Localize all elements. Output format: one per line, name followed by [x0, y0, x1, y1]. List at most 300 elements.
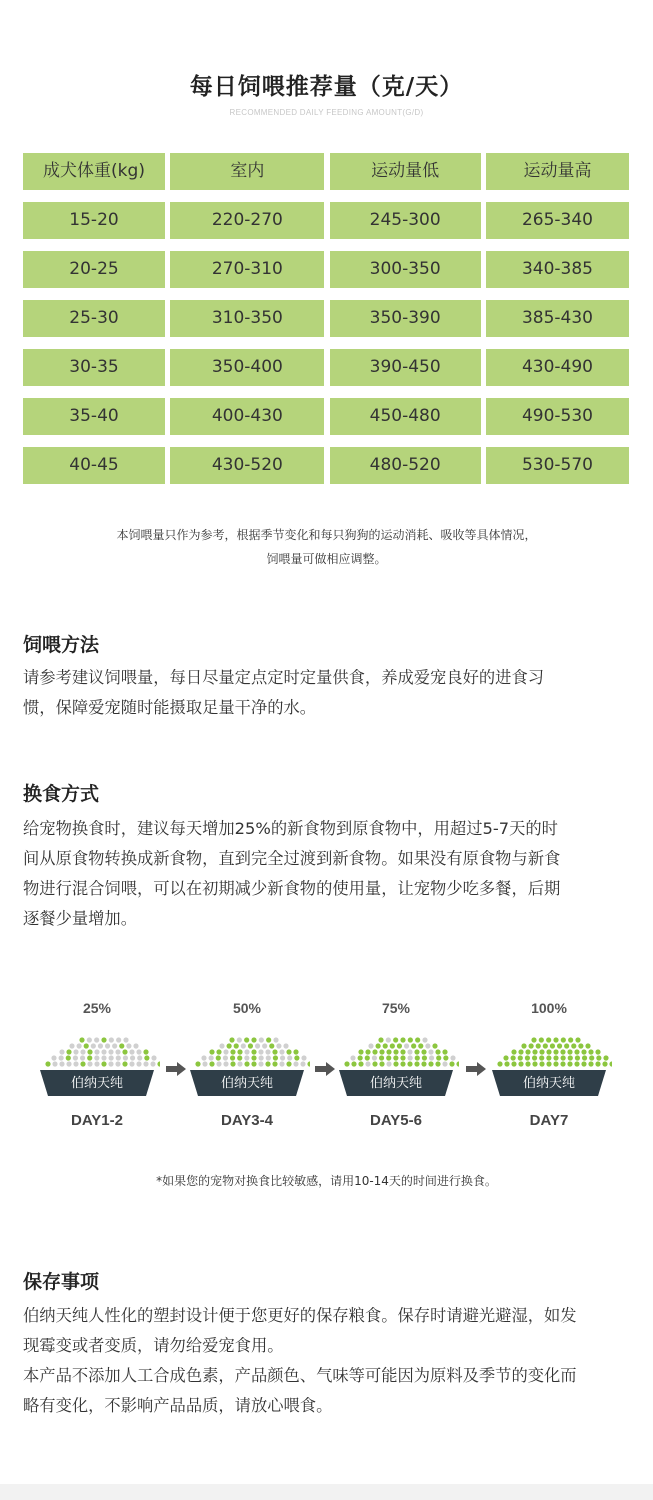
kibble-old — [136, 1049, 141, 1054]
kibble-old — [259, 1037, 264, 1042]
feeding-note — [40, 523, 613, 571]
kibble-old — [408, 1055, 413, 1060]
kibble-new — [578, 1043, 583, 1048]
kibble-new — [244, 1061, 249, 1066]
kibble-old — [73, 1061, 78, 1066]
kibble-new — [307, 1061, 310, 1066]
kibble-old — [69, 1043, 74, 1048]
kibble-new — [234, 1043, 239, 1048]
kibble-new — [273, 1055, 278, 1060]
kibble-new — [543, 1043, 548, 1048]
kibble-old — [279, 1061, 284, 1066]
kibble-new — [575, 1037, 580, 1042]
cell-low-activity: 450-480 — [330, 398, 481, 435]
kibble-new — [386, 1055, 391, 1060]
kibble-new — [122, 1049, 127, 1054]
feeding-title: 每日饲喂推荐量（克/天） — [189, 74, 464, 100]
kibble-old — [237, 1037, 242, 1042]
kibble-old — [266, 1055, 271, 1060]
kibble-old — [109, 1055, 114, 1060]
kibble-old — [66, 1061, 71, 1066]
kibble-new — [79, 1037, 84, 1042]
kibble-new — [365, 1049, 370, 1054]
cell-high-activity: 340-385 — [486, 251, 629, 288]
kibble-new — [503, 1055, 508, 1060]
kibble-old — [116, 1037, 121, 1042]
kibble-old — [301, 1055, 306, 1060]
kibble-new — [144, 1055, 149, 1060]
kibble-old — [223, 1055, 228, 1060]
kibble-new — [432, 1043, 437, 1048]
kibble-old — [280, 1055, 285, 1060]
cell-low-activity: 245-300 — [330, 202, 481, 239]
food-bowl-icon — [486, 1028, 612, 1096]
kibble-new — [293, 1049, 298, 1054]
switch-line1: 给宠物换食时，建议每天增加25%的新食物到原食物中，用超过5-7天的时 — [23, 819, 558, 838]
kibble-new — [428, 1061, 433, 1066]
kibble-new — [582, 1055, 587, 1060]
storage-text — [23, 1301, 635, 1421]
kibble-new — [504, 1061, 509, 1066]
kibble-new — [379, 1055, 384, 1060]
kibble-new — [525, 1049, 530, 1054]
kibble-old — [386, 1061, 391, 1066]
kibble-new — [532, 1061, 537, 1066]
step-percent: 100% — [531, 1000, 567, 1016]
step-day-label: DAY1-2 — [71, 1112, 123, 1129]
kibble-old — [73, 1049, 78, 1054]
kibble-new — [546, 1037, 551, 1042]
kibble-new — [553, 1061, 558, 1066]
kibble-new — [216, 1049, 221, 1054]
kibble-new — [400, 1055, 405, 1060]
method-line1: 请参考建议饲喂量，每日尽量定点定时定量供食，养成爱宠良好的进食习 — [23, 668, 545, 687]
kibble-new — [230, 1055, 235, 1060]
kibble-new — [421, 1061, 426, 1066]
kibble-old — [115, 1061, 120, 1066]
cell-indoor: 350-400 — [170, 349, 324, 386]
kibble-new — [609, 1061, 612, 1066]
switch-step-3 — [333, 996, 459, 1129]
storage-line2: 现霉变或者变质，请勿给爱宠食用。 — [23, 1336, 284, 1355]
cell-high-activity: 530-570 — [486, 447, 629, 484]
cell-weight: 30-35 — [23, 349, 165, 386]
kibble-new — [571, 1043, 576, 1048]
kibble-new — [157, 1061, 160, 1066]
kibble-new — [588, 1049, 593, 1054]
kibble-new — [589, 1055, 594, 1060]
kibble-old — [105, 1043, 110, 1048]
cell-high-activity: 490-530 — [486, 398, 629, 435]
kibble-new — [248, 1043, 253, 1048]
kibble-new — [546, 1061, 551, 1066]
kibble-new — [568, 1055, 573, 1060]
kibble-old — [87, 1061, 92, 1066]
kibble-old — [59, 1061, 64, 1066]
table-row — [23, 447, 629, 484]
kibble-new — [269, 1043, 274, 1048]
kibble-new — [195, 1061, 200, 1066]
kibble-new — [294, 1055, 299, 1060]
kibble-new — [272, 1049, 277, 1054]
kibble-old — [386, 1037, 391, 1042]
kibble-old — [350, 1055, 355, 1060]
kibble-old — [101, 1055, 106, 1060]
switch-text — [23, 814, 635, 934]
kibble-old — [262, 1043, 267, 1048]
kibble-old — [123, 1037, 128, 1042]
cell-low-activity: 390-450 — [330, 349, 481, 386]
kibble-new — [497, 1061, 502, 1066]
kibble-new — [209, 1061, 214, 1066]
feeding-subtitle: RECOMMENDED DAILY FEEDING AMOUNT(G/D) — [229, 108, 424, 117]
kibble-new — [344, 1061, 349, 1066]
kibble-new — [237, 1049, 242, 1054]
kibble-old — [244, 1055, 249, 1060]
kibble-old — [293, 1061, 298, 1066]
step-percent: 75% — [381, 1000, 411, 1016]
switch-note: *如果您的宠物对换食比较敏感，请用10-14天的时间进行换食。 — [156, 1174, 497, 1188]
cell-low-activity: 480-520 — [330, 447, 481, 484]
kibble-new — [567, 1061, 572, 1066]
kibble-old — [94, 1037, 99, 1042]
kibble-old — [52, 1061, 57, 1066]
kibble-old — [276, 1043, 281, 1048]
kibble-old — [59, 1049, 64, 1054]
kibble-new — [568, 1037, 573, 1042]
food-bowl-icon — [34, 1028, 160, 1096]
kibble-new — [539, 1055, 544, 1060]
method-text — [23, 663, 635, 723]
cell-high-activity: 385-430 — [486, 300, 629, 337]
kibble-new — [286, 1049, 291, 1054]
kibble-old — [237, 1061, 242, 1066]
kibble-new — [379, 1061, 384, 1066]
kibble-new — [383, 1043, 388, 1048]
kibble-new — [230, 1061, 235, 1066]
cell-indoor: 400-430 — [170, 398, 324, 435]
kibble-new — [581, 1049, 586, 1054]
kibble-new — [539, 1037, 544, 1042]
kibble-new — [393, 1037, 398, 1042]
storage-line1: 伯纳天纯人性化的塑封设计便于您更好的保存粮食。保存时请避光避湿，如发 — [23, 1306, 577, 1325]
kibble-new — [358, 1049, 363, 1054]
kibble-old — [422, 1037, 427, 1042]
kibble-new — [87, 1049, 92, 1054]
table-header-row — [23, 153, 629, 190]
kibble-new — [80, 1061, 85, 1066]
kibble-new — [209, 1049, 214, 1054]
kibble-new — [230, 1049, 235, 1054]
kibble-new — [87, 1055, 92, 1060]
kibble-new — [216, 1055, 221, 1060]
kibble-new — [546, 1055, 551, 1060]
method-line2: 惯，保障爱宠随时能摄取足量干净的水。 — [23, 698, 317, 717]
storage-line3: 本产品不添加人工合成色素，产品颜色、气味等可能因为原料及季节的变化而 — [23, 1366, 577, 1385]
kibble-old — [216, 1061, 221, 1066]
kibble-new — [553, 1055, 558, 1060]
kibble-new — [596, 1055, 601, 1060]
kibble-new — [560, 1061, 565, 1066]
kibble-old — [59, 1055, 64, 1060]
kibble-old — [91, 1043, 96, 1048]
kibble-new — [456, 1061, 459, 1066]
kibble-old — [273, 1037, 278, 1042]
kibble-new — [237, 1055, 242, 1060]
kibble-new — [45, 1061, 50, 1066]
kibble-new — [588, 1061, 593, 1066]
kibble-new — [511, 1049, 516, 1054]
kibble-new — [408, 1037, 413, 1042]
cell-high-activity: 430-490 — [486, 349, 629, 386]
cell-indoor: 430-520 — [170, 447, 324, 484]
kibble-new — [602, 1061, 607, 1066]
kibble-new — [561, 1037, 566, 1042]
arrow-right-icon — [466, 1062, 486, 1076]
kibble-new — [266, 1037, 271, 1042]
kibble-new — [603, 1055, 608, 1060]
cell-indoor: 310-350 — [170, 300, 324, 337]
switch-line2: 间从原食物转换成新食物，直到完全过渡到新食物。如果没有原食物与新食 — [23, 849, 561, 868]
page-footer-bar — [0, 1484, 653, 1500]
switch-line4: 逐餐少量增加。 — [23, 909, 137, 928]
kibble-new — [66, 1049, 71, 1054]
switch-line3: 物进行混合饲喂，可以在初期减少新食物的使用量，让宠物少吃多餐，后期 — [23, 879, 561, 898]
kibble-new — [397, 1043, 402, 1048]
kibble-old — [80, 1049, 85, 1054]
kibble-new — [595, 1061, 600, 1066]
food-bowl-icon — [184, 1028, 310, 1096]
switch-step-2 — [184, 996, 310, 1129]
kibble-old — [265, 1049, 270, 1054]
kibble-old — [112, 1043, 117, 1048]
header-weight: 成犬体重(kg) — [23, 153, 165, 190]
kibble-new — [575, 1055, 580, 1060]
kibble-new — [393, 1061, 398, 1066]
kibble-new — [539, 1061, 544, 1066]
kibble-old — [143, 1061, 148, 1066]
kibble-new — [251, 1037, 256, 1042]
cell-weight: 15-20 — [23, 202, 165, 239]
kibble-new — [84, 1043, 89, 1048]
kibble-old — [151, 1055, 156, 1060]
kibble-new — [567, 1049, 572, 1054]
kibble-old — [101, 1049, 106, 1054]
kibble-old — [73, 1055, 78, 1060]
kibble-new — [393, 1049, 398, 1054]
method-heading: 饲喂方法 — [23, 634, 100, 656]
kibble-old — [108, 1049, 113, 1054]
kibble-old — [116, 1055, 121, 1060]
kibble-new — [407, 1061, 412, 1066]
bowl-brand-label: 伯纳天纯 — [522, 1076, 575, 1091]
kibble-old — [209, 1055, 214, 1060]
kibble-new — [411, 1043, 416, 1048]
kibble-new — [574, 1049, 579, 1054]
kibble-new — [379, 1049, 384, 1054]
kibble-old — [241, 1043, 246, 1048]
kibble-old — [259, 1055, 264, 1060]
kibble-new — [119, 1043, 124, 1048]
kibble-new — [122, 1061, 127, 1066]
kibble-new — [550, 1043, 555, 1048]
kibble-old — [77, 1043, 82, 1048]
kibble-new — [529, 1043, 534, 1048]
kibble-old — [130, 1055, 135, 1060]
kibble-new — [421, 1049, 426, 1054]
kibble-old — [404, 1043, 409, 1048]
switch-step-1 — [34, 996, 160, 1129]
kibble-new — [101, 1037, 106, 1042]
kibble-old — [150, 1061, 155, 1066]
kibble-old — [287, 1055, 292, 1060]
kibble-old — [255, 1043, 260, 1048]
kibble-new — [414, 1049, 419, 1054]
arrow-right-icon — [166, 1062, 186, 1076]
kibble-old — [258, 1061, 263, 1066]
kibble-new — [581, 1061, 586, 1066]
kibble-old — [94, 1055, 99, 1060]
feeding-note-line1: 本饲喂量只作为参考，根据季节变化和每只狗狗的运动消耗、吸收等具体情况， — [116, 528, 537, 542]
kibble-old — [223, 1049, 228, 1054]
cell-low-activity: 350-390 — [330, 300, 481, 337]
kibble-old — [115, 1049, 120, 1054]
kibble-new — [365, 1055, 370, 1060]
food-bowl-icon — [333, 1028, 459, 1096]
kibble-old — [109, 1037, 114, 1042]
kibble-new — [286, 1061, 291, 1066]
kibble-old — [94, 1049, 99, 1054]
kibble-new — [101, 1061, 106, 1066]
cell-low-activity: 300-350 — [330, 251, 481, 288]
kibble-old — [129, 1061, 134, 1066]
kibble-old — [365, 1061, 370, 1066]
kibble-new — [585, 1043, 590, 1048]
table-row — [23, 349, 629, 386]
kibble-old — [442, 1061, 447, 1066]
table-row — [23, 300, 629, 337]
feeding-table — [23, 153, 629, 496]
kibble-new — [525, 1061, 530, 1066]
cell-indoor: 220-270 — [170, 202, 324, 239]
arrow-right-icon — [315, 1062, 335, 1076]
kibble-new — [414, 1061, 419, 1066]
kibble-new — [511, 1061, 516, 1066]
kibble-new — [251, 1055, 256, 1060]
kibble-old — [108, 1061, 113, 1066]
table-row — [23, 251, 629, 288]
kibble-old — [425, 1043, 430, 1048]
kibble-new — [265, 1061, 270, 1066]
kibble-new — [251, 1061, 256, 1066]
kibble-new — [229, 1037, 234, 1042]
kibble-new — [532, 1055, 537, 1060]
kibble-new — [143, 1049, 148, 1054]
kibble-new — [400, 1061, 405, 1066]
kibble-new — [372, 1049, 377, 1054]
kibble-old — [450, 1055, 455, 1060]
kibble-new — [358, 1055, 363, 1060]
kibble-new — [553, 1049, 558, 1054]
kibble-old — [51, 1055, 56, 1060]
kibble-new — [511, 1055, 516, 1060]
kibble-old — [372, 1055, 377, 1060]
step-day-label: DAY3-4 — [221, 1112, 273, 1129]
kibble-new — [561, 1055, 566, 1060]
kibble-new — [400, 1049, 405, 1054]
kibble-new — [557, 1043, 562, 1048]
kibble-old — [94, 1061, 99, 1066]
kibble-new — [518, 1049, 523, 1054]
kibble-new — [378, 1037, 383, 1042]
kibble-new — [418, 1043, 423, 1048]
kibble-new — [400, 1037, 405, 1042]
kibble-new — [536, 1043, 541, 1048]
kibble-new — [564, 1043, 569, 1048]
kibble-new — [525, 1055, 530, 1060]
step-day-label: DAY5-6 — [370, 1112, 422, 1129]
cell-indoor: 270-310 — [170, 251, 324, 288]
kibble-new — [531, 1037, 536, 1042]
header-low-activity: 运动量低 — [330, 153, 481, 190]
bowl-brand-label: 伯纳天纯 — [220, 1076, 273, 1091]
kibble-old — [80, 1055, 85, 1060]
kibble-old — [428, 1049, 433, 1054]
kibble-old — [129, 1049, 134, 1054]
header-indoor: 室内 — [170, 153, 324, 190]
kibble-old — [223, 1061, 228, 1066]
kibble-old — [137, 1055, 142, 1060]
bowl-brand-label: 伯纳天纯 — [369, 1076, 422, 1091]
kibble-new — [443, 1055, 448, 1060]
kibble-new — [435, 1049, 440, 1054]
kibble-new — [518, 1061, 523, 1066]
kibble-new — [553, 1037, 558, 1042]
kibble-new — [595, 1049, 600, 1054]
kibble-new — [244, 1037, 249, 1042]
kibble-old — [98, 1043, 103, 1048]
kibble-old — [368, 1043, 373, 1048]
kibble-old — [300, 1061, 305, 1066]
header-high-activity: 运动量高 — [486, 153, 629, 190]
step-day-label: DAY7 — [529, 1112, 569, 1129]
kibble-new — [386, 1049, 391, 1054]
kibble-old — [429, 1055, 434, 1060]
switch-step-4 — [486, 996, 612, 1129]
storage-line4: 略有变化，不影响产品品质，请放心喂食。 — [23, 1396, 333, 1415]
kibble-new — [422, 1055, 427, 1060]
kibble-new — [518, 1055, 523, 1060]
kibble-old — [126, 1043, 131, 1048]
step-percent: 50% — [232, 1000, 262, 1016]
kibble-new — [372, 1061, 377, 1066]
kibble-new — [521, 1043, 526, 1048]
kibble-new — [393, 1055, 398, 1060]
kibble-new — [358, 1061, 363, 1066]
kibble-new — [415, 1055, 420, 1060]
kibble-new — [574, 1061, 579, 1066]
cell-weight: 20-25 — [23, 251, 165, 288]
kibble-old — [201, 1055, 206, 1060]
step-percent: 25% — [82, 1000, 112, 1016]
switch-heading: 换食方式 — [23, 783, 100, 805]
kibble-new — [546, 1049, 551, 1054]
kibble-old — [279, 1049, 284, 1054]
kibble-old — [219, 1043, 224, 1048]
kibble-new — [560, 1049, 565, 1054]
kibble-old — [202, 1061, 207, 1066]
kibble-new — [66, 1055, 71, 1060]
